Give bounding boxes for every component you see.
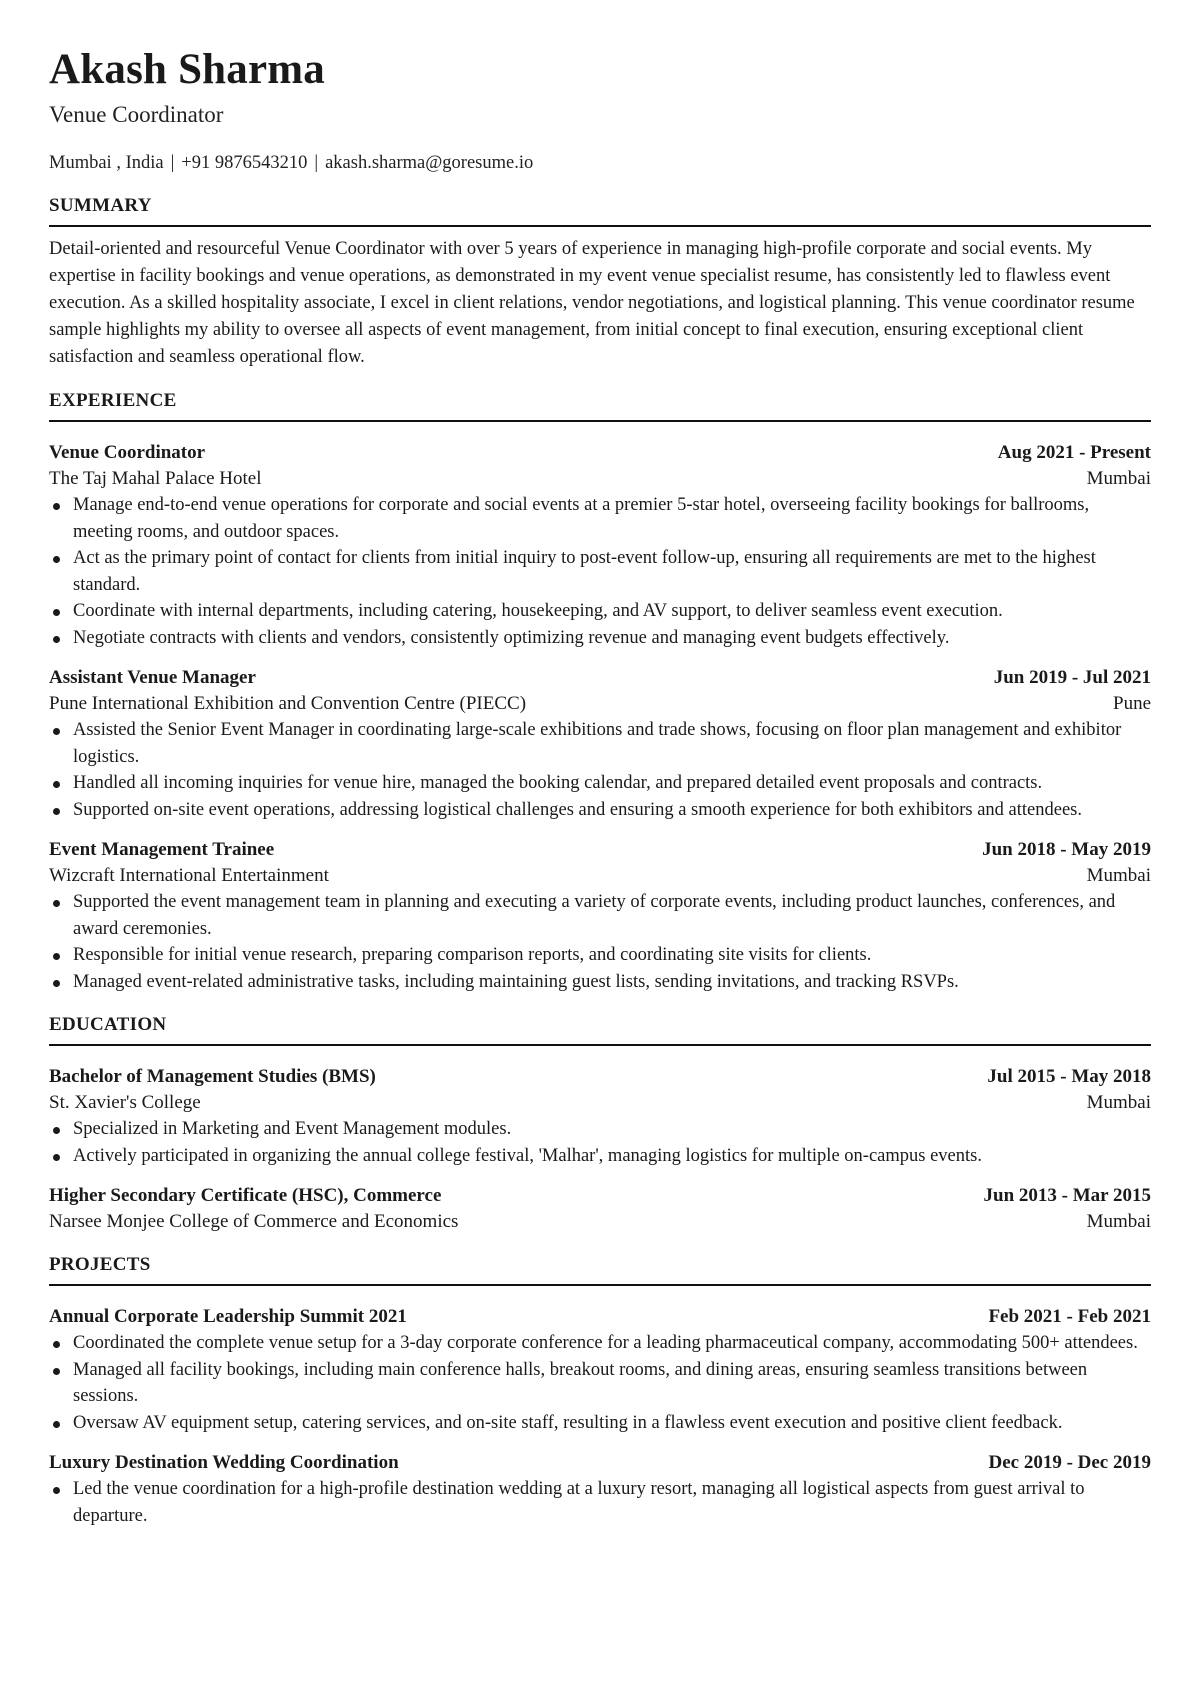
bullet-item <box>73 1476 1151 1529</box>
bullet-list <box>49 492 1151 651</box>
education-location: Mumbai <box>1086 1211 1151 1232</box>
bullet-dot-icon <box>53 1127 60 1134</box>
entry-header <box>49 1450 1151 1476</box>
projects-section <box>49 1253 1151 1529</box>
education-heading: EDUCATION <box>49 1013 1151 1046</box>
candidate-role: Venue Coordinator <box>49 102 224 127</box>
bullet-item <box>73 1410 1151 1437</box>
entry-header <box>49 1064 1151 1090</box>
contact-location: Mumbai , India <box>49 153 164 173</box>
bullet-dot-icon <box>53 808 60 815</box>
entry-header <box>49 1304 1151 1330</box>
job-location: Pune <box>1113 693 1151 714</box>
entry-subheader <box>49 691 1151 717</box>
bullet-dot-icon <box>53 556 60 563</box>
bullet-item <box>73 492 1151 545</box>
employer: Wizcraft International Entertainment <box>49 865 329 886</box>
bullet-dot-icon <box>53 1421 60 1428</box>
bullet-item <box>73 1143 1151 1170</box>
job-location: Mumbai <box>1086 865 1151 886</box>
bullet-item <box>73 545 1151 598</box>
contact-separator: | <box>170 153 175 173</box>
bullet-item <box>73 797 1151 824</box>
entry-header <box>49 440 1151 466</box>
bullet-dot-icon <box>53 1368 60 1375</box>
education-dates: Jun 2013 - Mar 2015 <box>983 1185 1151 1206</box>
bullet-text: Supported the event management team in planning and executing a variety of corporate events, including product launches, conferences, and award ceremonies. <box>73 892 1116 939</box>
bullet-text: Coordinated the complete venue setup for a 3-day corporate conference for a leading pharmaceutical company, accommodating 500+ attendees. <box>73 1333 1138 1353</box>
bullet-text: Oversaw AV equipment setup, catering services, and on-site staff, resulting in a flawless event execution and positive client feedback. <box>73 1412 1063 1433</box>
entry-header <box>49 665 1151 691</box>
bullet-list <box>49 889 1151 995</box>
education-entry <box>49 1064 1151 1169</box>
contact-separator: | <box>314 153 319 173</box>
bullet-text: Assisted the Senior Event Manager in coordinating large-scale exhibitions and trade shows, focusing on floor plan management and exhibitor logistics. <box>73 720 1122 767</box>
summary-text: Detail-oriented and resourceful Venue Coordinator with over 5 years of experience in managing high-profile corporate and social events. My expertise in facility bookings and venue operations, as demonstrated in my event venue specialist resume, has consistently led to flawless event execution. As a skilled hospitality associate, I excel in client relations, vendor negotiations, and logistical planning. This venue coordinator resume sample highlights my ability to oversee all aspects of event management, from initial concept to final execution, ensuring exceptional client satisfaction and seamless operational flow. <box>49 239 1135 367</box>
project-dates: Feb 2021 - Feb 2021 <box>988 1306 1151 1327</box>
bullet-text: Supported on-site event operations, addressing logistical challenges and ensuring a smooth experience for both exhibitors and attendees. <box>73 799 1082 820</box>
bullet-text: Manage end-to-end venue operations for corporate and social events at a premier 5-star hotel, overseeing facility bookings for ballrooms, meeting rooms, and outdoor spaces. <box>73 495 1090 542</box>
bullet-text: Managed event-related administrative tasks, including maintaining guest lists, sending invitations, and tracking RSVPs. <box>73 971 959 992</box>
bullet-text: Handled all incoming inquiries for venue hire, managed the booking calendar, and prepared detailed event proposals and contracts. <box>73 773 1043 793</box>
bullet-text: Responsible for initial venue research, preparing comparison reports, and coordinating site visits for clients. <box>73 945 872 965</box>
bullet-dot-icon <box>53 728 60 735</box>
project-entry <box>49 1304 1151 1436</box>
experience-entry <box>49 440 1151 651</box>
job-title: Assistant Venue Manager <box>49 667 256 688</box>
project-entry <box>49 1450 1151 1529</box>
employer: The Taj Mahal Palace Hotel <box>49 468 262 489</box>
bullet-item <box>73 598 1151 625</box>
bullet-dot-icon <box>53 1487 60 1494</box>
bullet-dot-icon <box>53 980 60 987</box>
bullet-dot-icon <box>53 609 60 616</box>
bullet-text: Actively participated in organizing the annual college festival, 'Malhar', managing logistics for multiple on-campus events. <box>73 1145 982 1166</box>
bullet-list <box>49 1116 1151 1169</box>
bullet-item <box>73 1116 1151 1143</box>
bullet-text: Act as the primary point of contact for clients from initial inquiry to post-event follow-up, ensuring all requirements are met to the highest standard. <box>73 548 1096 595</box>
bullet-item <box>73 969 1151 996</box>
bullet-dot-icon <box>53 636 60 643</box>
job-dates: Aug 2021 - Present <box>997 442 1151 463</box>
project-dates: Dec 2019 - Dec 2019 <box>988 1452 1151 1473</box>
entry-subheader <box>49 1090 1151 1116</box>
contact-email: akash.sharma@goresume.io <box>325 153 534 173</box>
experience-entry <box>49 665 1151 823</box>
bullet-dot-icon <box>53 1341 60 1348</box>
bullet-item <box>73 889 1151 942</box>
education-dates: Jul 2015 - May 2018 <box>987 1066 1151 1087</box>
bullet-item <box>73 1357 1151 1410</box>
bullet-item <box>73 1330 1151 1357</box>
candidate-name: Akash Sharma <box>49 46 326 93</box>
entry-subheader <box>49 863 1151 889</box>
job-title: Venue Coordinator <box>49 442 206 463</box>
project-title: Annual Corporate Leadership Summit 2021 <box>49 1306 407 1327</box>
entry-subheader <box>49 1209 1151 1235</box>
bullet-dot-icon <box>53 900 60 907</box>
bullet-dot-icon <box>53 953 60 960</box>
bullet-item <box>73 942 1151 969</box>
projects-heading: PROJECTS <box>49 1253 1151 1286</box>
bullet-list <box>49 717 1151 823</box>
experience-entry <box>49 837 1151 995</box>
degree-title: Higher Secondary Certificate (HSC), Commerce <box>49 1185 442 1206</box>
job-title: Event Management Trainee <box>49 839 275 860</box>
job-location: Mumbai <box>1086 468 1151 489</box>
job-dates: Jun 2018 - May 2019 <box>982 839 1151 860</box>
resume-header <box>49 44 1151 176</box>
bullet-dot-icon <box>53 1154 60 1161</box>
contact-line <box>49 150 1151 176</box>
bullet-dot-icon <box>53 503 60 510</box>
institution: Narsee Monjee College of Commerce and Economics <box>49 1211 459 1232</box>
entry-header <box>49 1183 1151 1209</box>
entry-header <box>49 837 1151 863</box>
experience-heading: EXPERIENCE <box>49 389 1151 422</box>
bullet-text: Coordinate with internal departments, including catering, housekeeping, and AV support, to deliver seamless event execution. <box>73 601 1003 621</box>
experience-section <box>49 389 1151 995</box>
bullet-item <box>73 717 1151 770</box>
bullet-text: Specialized in Marketing and Event Management modules. <box>73 1119 512 1139</box>
job-dates: Jun 2019 - Jul 2021 <box>993 667 1151 688</box>
summary-heading: SUMMARY <box>49 194 1151 227</box>
bullet-item <box>73 770 1151 797</box>
education-entry <box>49 1183 1151 1235</box>
project-title: Luxury Destination Wedding Coordination <box>49 1452 399 1473</box>
bullet-text: Negotiate contracts with clients and vendors, consistently optimizing revenue and managing event budgets effectively. <box>73 627 950 648</box>
bullet-list <box>49 1476 1151 1529</box>
degree-title: Bachelor of Management Studies (BMS) <box>49 1066 376 1087</box>
entry-subheader <box>49 466 1151 492</box>
bullet-text: Led the venue coordination for a high-profile destination wedding at a luxury resort, managing all logistical aspects from guest arrival to departure. <box>73 1479 1085 1526</box>
bullet-text: Managed all facility bookings, including main conference halls, breakout rooms, and dining areas, ensuring seamless transitions between sessions. <box>73 1359 1088 1406</box>
contact-phone: +91 9876543210 <box>181 153 308 173</box>
education-location: Mumbai <box>1086 1092 1151 1113</box>
employer: Pune International Exhibition and Convention Centre (PIECC) <box>49 693 527 714</box>
summary-section <box>49 194 1151 371</box>
institution: St. Xavier's College <box>49 1092 201 1113</box>
bullet-list <box>49 1330 1151 1436</box>
bullet-item <box>73 625 1151 652</box>
bullet-dot-icon <box>53 781 60 788</box>
education-section <box>49 1013 1151 1235</box>
